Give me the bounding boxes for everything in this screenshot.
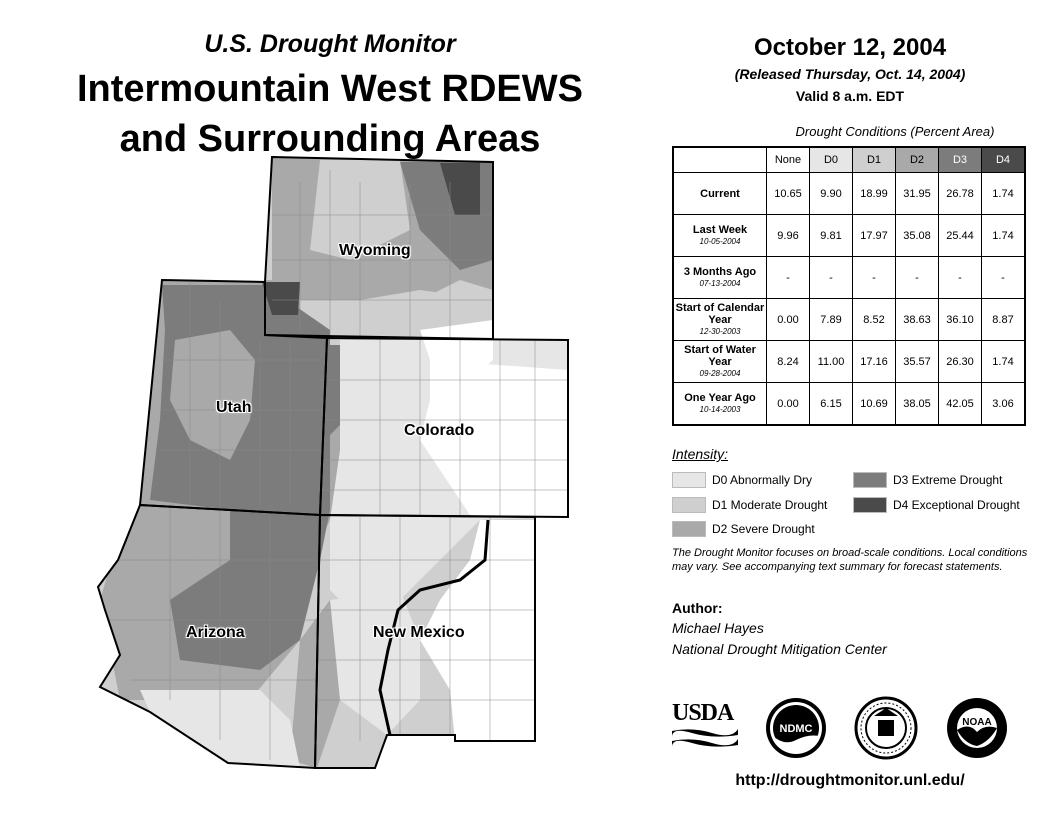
table-row <box>673 173 1025 215</box>
row-label-text: One Year Ago <box>684 391 756 404</box>
cell-d1: 17.97 <box>853 215 896 257</box>
cell-d4: 8.87 <box>982 299 1026 341</box>
legend-swatch-d3 <box>853 472 887 488</box>
table-corner <box>673 147 767 173</box>
row-date: 09-28-2004 <box>699 368 741 378</box>
row-label <box>673 215 767 257</box>
cell-d0: 7.89 <box>810 299 853 341</box>
row-label <box>673 341 767 383</box>
row-date: 07-13-2004 <box>699 278 741 288</box>
state-label-wyoming: Wyoming <box>339 242 411 259</box>
commerce-seal <box>854 696 918 760</box>
cell-d2: 35.08 <box>896 215 939 257</box>
usda-logo-wave <box>672 727 738 749</box>
cell-d4: 3.06 <box>982 383 1026 426</box>
state-label-arizona: Arizona <box>186 624 245 641</box>
release-date: (Released Thursday, Oct. 14, 2004) <box>734 66 966 82</box>
cell-d2: 38.05 <box>896 383 939 426</box>
row-label-text: Start of Calendar Year <box>675 301 765 326</box>
legend-title: Intensity: <box>672 446 729 462</box>
legend-item-d1 <box>672 497 827 513</box>
col-d0: D0 <box>810 147 853 173</box>
cell-d3: 25.44 <box>939 215 982 257</box>
row-label-text: Last Week <box>692 223 748 236</box>
cell-d3: 36.10 <box>939 299 982 341</box>
col-d3: D3 <box>939 147 982 173</box>
row-label-text: 3 Months Ago <box>683 265 757 278</box>
table-row <box>673 257 1025 299</box>
row-label-text: Current <box>700 187 740 200</box>
cell-d0: 6.15 <box>810 383 853 426</box>
legend-item-d0 <box>672 472 812 488</box>
map-date: October 12, 2004 <box>753 34 947 61</box>
cell-d4: 1.74 <box>982 341 1026 383</box>
usda-logo <box>672 700 738 750</box>
cell-d4: - <box>982 257 1026 299</box>
legend-label-d4: D4 Exceptional Drought <box>893 498 1020 512</box>
region-title-line1: Intermountain West RDEWS <box>77 68 583 110</box>
cell-none: - <box>767 257 810 299</box>
ndmc-logo-text: NDMC <box>779 723 813 735</box>
cell-d4: 1.74 <box>982 173 1026 215</box>
cell-d0: - <box>810 257 853 299</box>
state-label-utah: Utah <box>216 399 252 416</box>
author-organization: National Drought Mitigation Center <box>672 641 887 657</box>
cell-d1: 18.99 <box>853 173 896 215</box>
usda-logo-text: USDA <box>672 700 734 726</box>
cell-d4: 1.74 <box>982 215 1026 257</box>
row-label-text: Start of Water Year <box>684 343 756 368</box>
row-date: 12-30-2003 <box>699 326 741 336</box>
legend-label-d2: D2 Severe Drought <box>712 522 815 536</box>
cell-d2: - <box>896 257 939 299</box>
row-label <box>673 383 767 426</box>
col-none: None <box>767 147 810 173</box>
website-link[interactable]: http://droughtmonitor.unl.edu/ <box>735 772 965 789</box>
legend-item-d2 <box>672 521 815 537</box>
legend-label-d3: D3 Extreme Drought <box>893 473 1003 487</box>
table-body <box>673 173 1025 426</box>
cell-none: 0.00 <box>767 299 810 341</box>
cell-d3: - <box>939 257 982 299</box>
legend-item-d4 <box>853 497 1020 513</box>
row-date: 10-14-2003 <box>699 404 741 414</box>
table-row <box>673 341 1025 383</box>
table-row <box>673 383 1025 426</box>
legend-swatch-d1 <box>672 497 706 513</box>
row-label <box>673 173 767 215</box>
cell-d0: 9.81 <box>810 215 853 257</box>
cell-d3: 42.05 <box>939 383 982 426</box>
cell-none: 10.65 <box>767 173 810 215</box>
drought-conditions-table <box>672 146 1026 426</box>
cell-none: 0.00 <box>767 383 810 426</box>
legend-swatch-d4 <box>853 497 887 513</box>
table-row <box>673 299 1025 341</box>
row-date: 10-05-2004 <box>699 236 741 246</box>
legend-item-d3 <box>853 472 1002 488</box>
cell-d1: 17.16 <box>853 341 896 383</box>
ndmc-logo <box>764 696 828 760</box>
cell-d3: 26.30 <box>939 341 982 383</box>
cell-none: 8.24 <box>767 341 810 383</box>
cell-d2: 35.57 <box>896 341 939 383</box>
cell-d1: 10.69 <box>853 383 896 426</box>
legend-swatch-d2 <box>672 521 706 537</box>
col-d4: D4 <box>982 147 1026 173</box>
cell-d1: - <box>853 257 896 299</box>
cell-d0: 9.90 <box>810 173 853 215</box>
cell-d2: 38.63 <box>896 299 939 341</box>
legend-label-d1: D1 Moderate Drought <box>712 498 828 512</box>
cell-d3: 26.78 <box>939 173 982 215</box>
table-header-row <box>673 147 1025 173</box>
legend-label-d0: D0 Abnormally Dry <box>712 473 813 487</box>
col-d1: D1 <box>853 147 896 173</box>
author-name: Michael Hayes <box>672 620 764 636</box>
cell-d2: 31.95 <box>896 173 939 215</box>
cell-d0: 11.00 <box>810 341 853 383</box>
valid-time: Valid 8 a.m. EDT <box>795 88 905 104</box>
state-label-colorado: Colorado <box>404 422 475 439</box>
state-label-new-mexico: New Mexico <box>373 624 465 641</box>
col-d2: D2 <box>896 147 939 173</box>
noaa-logo-text: NOAA <box>962 717 992 728</box>
author-heading: Author: <box>672 600 723 616</box>
table-caption: Drought Conditions (Percent Area) <box>795 124 995 139</box>
monitor-title: U.S. Drought Monitor <box>204 30 456 58</box>
region-title-line2: and Surrounding Areas <box>119 118 541 160</box>
cell-none: 9.96 <box>767 215 810 257</box>
row-label <box>673 299 767 341</box>
cell-d1: 8.52 <box>853 299 896 341</box>
table-row <box>673 215 1025 257</box>
row-label <box>673 257 767 299</box>
legend-swatch-d0 <box>672 472 706 488</box>
disclaimer-note: The Drought Monitor focuses on broad-scale conditions. Local conditions may vary. See accompanying text summary for forecast statements. <box>672 547 1028 573</box>
noaa-logo <box>945 696 1009 760</box>
